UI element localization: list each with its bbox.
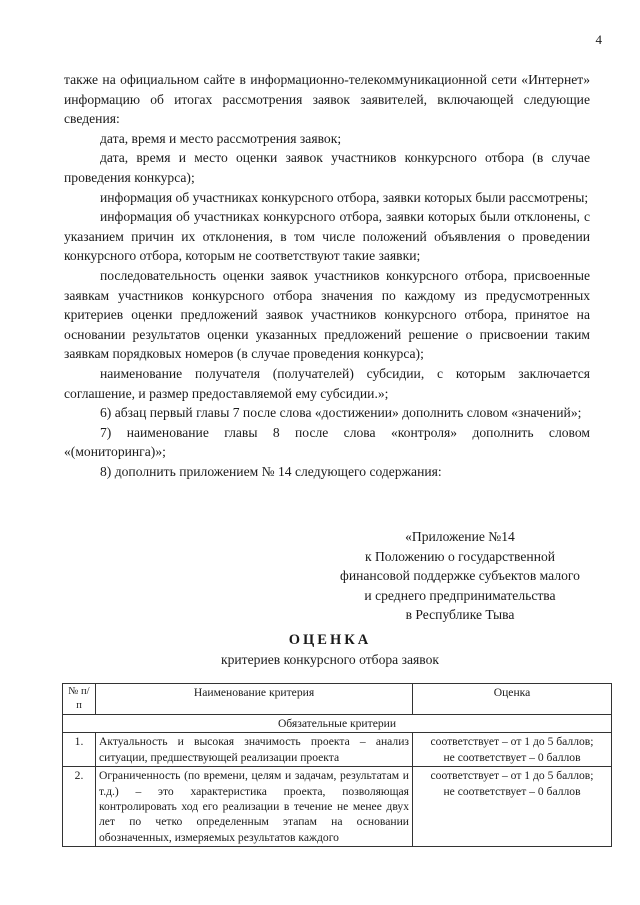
body-text <box>64 70 590 481</box>
paragraph: информация об участниках конкурсного отбора, заявки которых были отклонены, с указанием причин их отклонения, в том числе положений объявления о проведении конкурсного отбора, которым не соответствуют такие заявки; <box>64 209 590 264</box>
row-score <box>413 733 612 767</box>
page-number: 4 <box>595 32 602 47</box>
paragraph: дата, время и место рассмотрения заявок; <box>100 130 342 146</box>
row-num: 2. <box>63 767 96 847</box>
paragraph: 6) абзац первый главы 7 после слова «достижении» дополнить словом «значений»; <box>100 405 582 421</box>
document-title: ОЦЕНКА <box>288 632 372 648</box>
criteria-table <box>62 683 612 847</box>
table-header-row <box>63 684 612 715</box>
paragraph: дата, время и место оценки заявок участников конкурсного отбора (в случае проведения конкурса); <box>64 150 590 185</box>
paragraph: также на официальном сайте в информационно-телекоммуникационной сети «Интернет» информацию об итогах рассмотрения заявок заявителей, включающей следующие сведения: <box>64 72 590 127</box>
row-name: Ограниченность (по времени, целям и задачам, результатам и т.д.) – это характеристика проекта, позволяющая контролировать ход его реализации в течение не менее двух лет по четко определенным этапам на основании обозначенных, измеряемых результатов каждого <box>96 767 413 847</box>
score-line: соответствует – от 1 до 5 баллов; <box>430 769 594 783</box>
header-score: Оценка <box>413 684 612 715</box>
appendix-line: к Положению о государственной <box>364 548 556 564</box>
header-num: № п/п <box>63 684 96 715</box>
appendix-line: в Республике Тыва <box>405 607 515 623</box>
row-name: Актуальность и высокая значимость проекта – анализ ситуации, предшествующей реализации проекта <box>96 733 413 767</box>
paragraph: информация об участниках конкурсного отбора, заявки которых были рассмотрены; <box>100 189 589 205</box>
score-line: не соответствует – 0 баллов <box>443 750 581 764</box>
paragraph: 7) наименование главы 8 после слова «контроля» дополнить словом «(мониторинга)»; <box>64 424 590 460</box>
row-score <box>413 767 612 847</box>
section-title: Обязательные критерии <box>63 715 612 733</box>
score-line: не соответствует – 0 баллов <box>443 784 581 798</box>
document-subtitle: критериев конкурсного отбора заявок <box>221 652 439 667</box>
score-line: соответствует – от 1 до 5 баллов; <box>430 735 594 749</box>
paragraph: 8) дополнить приложением № 14 следующего содержания: <box>100 463 442 479</box>
appendix-line: «Приложение №14 <box>405 529 515 544</box>
appendix-line: финансовой поддержке субъектов малого <box>340 568 580 584</box>
section-row <box>63 715 612 733</box>
appendix-line: и среднего предпринимательства <box>364 587 556 603</box>
appendix-header <box>310 527 610 625</box>
table-row <box>63 733 612 767</box>
table-row <box>63 767 612 847</box>
paragraph: последовательность оценки заявок участников конкурсного отбора, присвоенные заявкам участников конкурсного отбора значения по каждому из предусмотренных критериев оценки предложений заявок участников конкурсного отбора, принятое на основании результатов оценки указанных предложений решение о присвоении таким заявкам порядковых номеров (в случае проведения конкурса); <box>64 267 590 362</box>
row-num: 1. <box>63 733 96 767</box>
paragraph: наименование получателя (получателей) субсидии, с которым заключается соглашение, и размер предоставляемой ему субсидии.»; <box>64 365 590 401</box>
header-name: Наименование критерия <box>96 684 413 715</box>
